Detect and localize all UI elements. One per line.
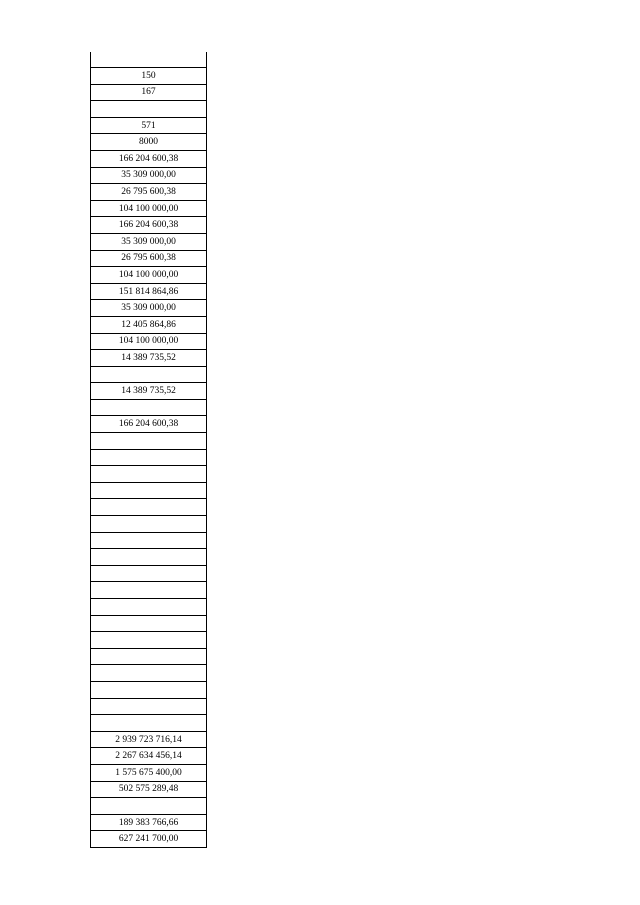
- table-row: [91, 632, 206, 649]
- table-row: [91, 201, 206, 218]
- table-cell: 571: [141, 120, 156, 131]
- table-row: [91, 168, 206, 185]
- table-cell: 189 383 766,66: [118, 817, 179, 828]
- table-row: [91, 334, 206, 351]
- value-column-table: [90, 52, 207, 848]
- table-row: [91, 831, 206, 848]
- table-cell: 14 389 735,52: [121, 386, 176, 397]
- table-row: [91, 217, 206, 234]
- table-row: [91, 483, 206, 500]
- table-cell: 502 575 289,48: [118, 784, 179, 795]
- table-row: [91, 765, 206, 782]
- table-row: [91, 234, 206, 251]
- table-row: [91, 599, 206, 616]
- table-row: [91, 549, 206, 566]
- table-cell: 2 939 723 716,14: [115, 734, 182, 745]
- table-row: [91, 533, 206, 550]
- table-row: [91, 267, 206, 284]
- table-cell: 35 309 000,00: [121, 236, 176, 247]
- table-row: [91, 433, 206, 450]
- table-cell: 166 204 600,38: [118, 153, 179, 164]
- table-row: [91, 466, 206, 483]
- table-row: [91, 400, 206, 417]
- table-cell: 104 100 000,00: [118, 336, 179, 347]
- table-row: [91, 184, 206, 201]
- table-cell: 104 100 000,00: [118, 269, 179, 280]
- table-row: [91, 68, 206, 85]
- table-row: [91, 815, 206, 832]
- table-row: [91, 782, 206, 799]
- table-cell: 166 204 600,38: [118, 220, 179, 231]
- table-row: [91, 284, 206, 301]
- table-cell: 35 309 000,00: [121, 170, 176, 181]
- table-cell: 1 575 675 400,00: [115, 767, 182, 778]
- table-row: [91, 134, 206, 151]
- table-cell: 104 100 000,00: [118, 203, 179, 214]
- table-row: [91, 715, 206, 732]
- table-row: [91, 52, 206, 68]
- table-cell: 150: [141, 70, 156, 81]
- table-cell: 26 795 600,38: [121, 253, 176, 264]
- table-row: [91, 101, 206, 118]
- table-cell: 8000: [139, 137, 158, 148]
- table-row: [91, 450, 206, 467]
- table-row: [91, 350, 206, 367]
- table-cell: 167: [141, 87, 156, 98]
- table-row: [91, 151, 206, 168]
- table-cell: 627 241 700,00: [118, 834, 179, 845]
- table-row: [91, 367, 206, 384]
- table-row: [91, 616, 206, 633]
- table-row: [91, 649, 206, 666]
- table-row: [91, 516, 206, 533]
- table-row: [91, 798, 206, 815]
- table-cell: 14 389 735,52: [121, 352, 176, 363]
- table-row: [91, 499, 206, 516]
- table-cell: 12 405 864,86: [121, 319, 176, 330]
- table-row: [91, 748, 206, 765]
- table-row: [91, 317, 206, 334]
- table-row: [91, 118, 206, 135]
- table-row: [91, 566, 206, 583]
- table-cell: 151 814 864,86: [118, 286, 179, 297]
- table-row: [91, 251, 206, 268]
- table-row: [91, 582, 206, 599]
- table-row: [91, 665, 206, 682]
- table-row: [91, 383, 206, 400]
- table-row: [91, 300, 206, 317]
- table-row: [91, 699, 206, 716]
- table-cell: 26 795 600,38: [121, 186, 176, 197]
- table-row: [91, 416, 206, 433]
- table-cell: 2 267 634 456,14: [115, 751, 182, 762]
- table-cell: 166 204 600,38: [118, 419, 179, 430]
- table-row: [91, 732, 206, 749]
- table-row: [91, 682, 206, 699]
- table-row: [91, 85, 206, 102]
- table-cell: 35 309 000,00: [121, 303, 176, 314]
